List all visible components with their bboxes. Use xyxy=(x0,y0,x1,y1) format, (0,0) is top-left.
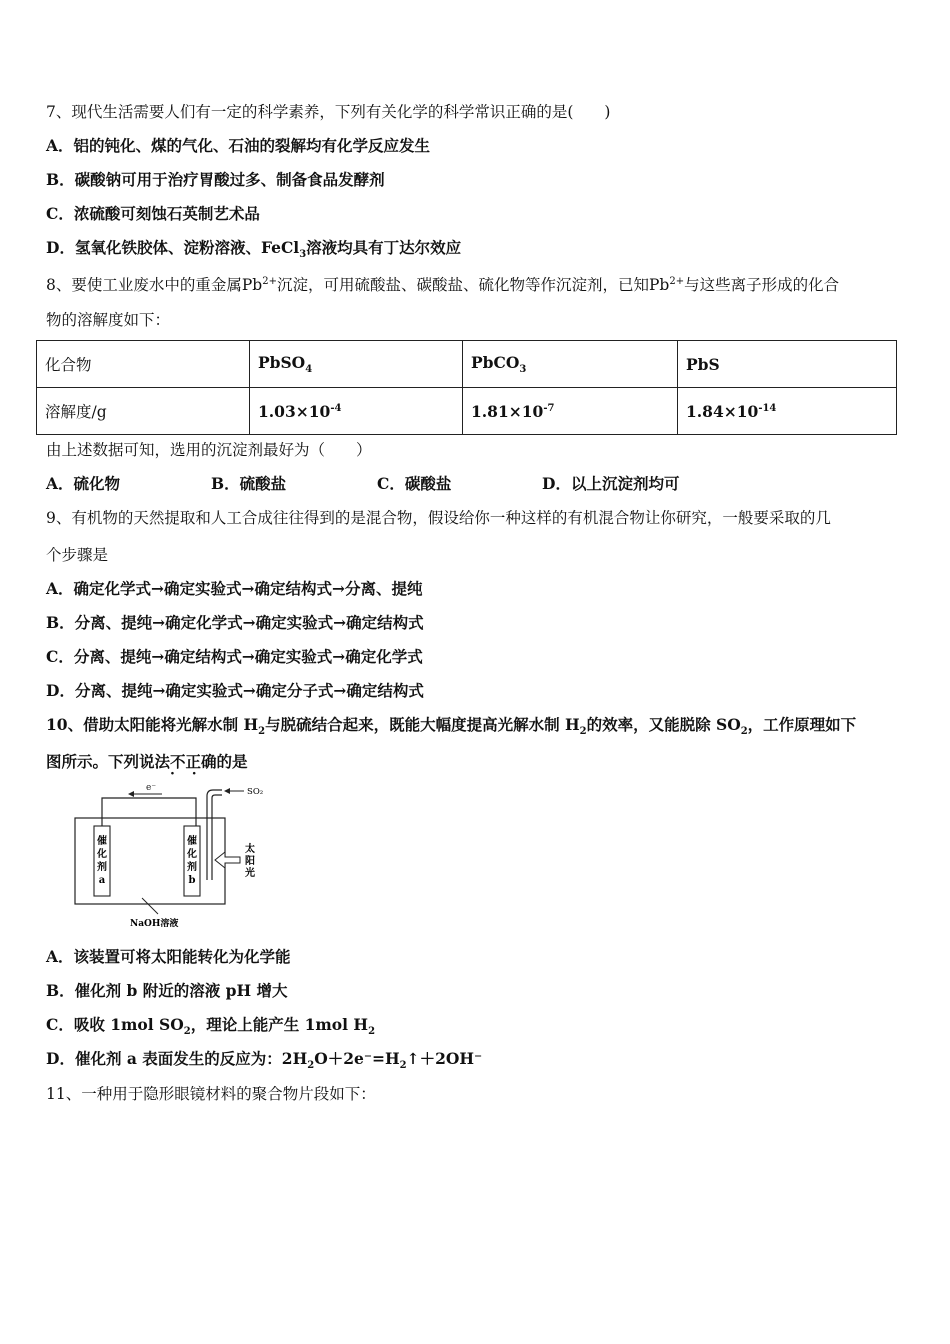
q10-stem-line2: 图所示。下列说法不正确 · ·的是 xyxy=(46,752,248,772)
table-cell: PbSO$_4$ xyxy=(250,341,463,388)
q9-option-c: C．分离、提纯→确定结构式→确定实验式→确定化学式 xyxy=(46,647,423,666)
q8-stem: 8、要使工业废水中的重金属$Pb^{2+}$沉淀，可用硫酸盐、碳酸盐、硫化物等作沉淀剂，已知$Pb^{2+}$与这些离子形成的化合 xyxy=(46,276,840,295)
so2-tube-inner xyxy=(212,795,222,880)
solution-pointer xyxy=(142,898,158,914)
catalyst-b-label-4: b xyxy=(188,875,196,886)
q7-option-a: A．铝的钝化、煤的气化、石油的裂解均有化学反应发生 xyxy=(46,136,431,155)
table-cell: 化合物 xyxy=(37,341,250,388)
table-row xyxy=(37,388,897,435)
table-row xyxy=(37,341,897,388)
external-wire xyxy=(102,798,196,826)
sunlight-label-3: 光 xyxy=(245,868,255,879)
sunlight-label-1: 太 xyxy=(245,844,255,855)
so2-tube xyxy=(207,790,222,880)
electron-label: e⁻ xyxy=(146,783,157,793)
catalyst-a-label-3: 剂 xyxy=(97,862,107,873)
solubility-table xyxy=(36,340,897,435)
catalyst-b-label-1: 催 xyxy=(187,836,197,847)
catalyst-a-label-1: 催 xyxy=(97,836,107,847)
q9-option-a: A．确定化学式→确定实验式→确定结构式→分离、提纯 xyxy=(46,579,423,598)
q10-option-c: C．吸收 1mol $SO_2$，理论上能产生 1mol $H_2$ xyxy=(46,1015,376,1038)
table-cell: 溶解度/g xyxy=(37,388,250,435)
table-cell: PbCO$_3$ xyxy=(463,341,678,388)
q9-option-d: D．分离、提纯→确定实验式→确定分子式→确定结构式 xyxy=(46,681,424,700)
q9-stem: 9、有机物的天然提取和人工合成往往得到的是混合物，假设给你一种这样的有机混合物让你研究，一般要采取的几 xyxy=(46,509,831,527)
q7-option-c: C．浓硫酸可刻蚀石英制艺术品 xyxy=(46,204,260,223)
electrolysis-diagram xyxy=(72,780,272,932)
catalyst-b-label-2: 化 xyxy=(187,849,197,860)
solution-label: NaOH溶液 xyxy=(130,919,179,929)
q9-option-b: B．分离、提纯→确定化学式→确定实验式→确定结构式 xyxy=(46,613,424,632)
q8-option-d: D．以上沉淀剂均可 xyxy=(542,474,680,493)
sunlight-label-2: 阳 xyxy=(245,856,255,867)
q7-option-d: D．氢氧化铁胶体、淀粉溶液、FeCl$_3$溶液均具有丁达尔效应 xyxy=(46,238,462,261)
arrowhead-icon xyxy=(128,791,134,797)
catalyst-a-label-4: a xyxy=(98,875,106,886)
table-cell: $1.84\times 10^{-14}$ xyxy=(678,388,897,435)
table-cell: $1.81\times 10^{-7}$ xyxy=(463,388,678,435)
emphasis-dots: 不正确 · · xyxy=(170,752,217,771)
catalyst-a-label-2: 化 xyxy=(97,849,107,860)
q8-option-c: C．碳酸盐 xyxy=(377,474,452,493)
q8-stem-line2: 物的溶解度如下： xyxy=(46,311,171,329)
q11-stem: 11、一种用于隐形眼镜材料的聚合物片段如下： xyxy=(46,1085,376,1103)
q10-stem: 10、借助太阳能将光解水制 $H_2$与脱硫结合起来，既能大幅度提高光解水制 $H_2$的效率，又能脱除 $SO_2$，工作原理如下 xyxy=(46,715,857,738)
q10-option-d: D．催化剂 a 表面发生的反应为：$2H_2O+2e^-=H_2↑+2OH^-$ xyxy=(46,1049,483,1072)
q7-option-b: B．碳酸钠可用于治疗胃酸过多、制备食品发酵剂 xyxy=(46,170,385,189)
q7-stem: 7、现代生活需要人们有一定的科学素养，下列有关化学的科学常识正确的是( ) xyxy=(46,103,611,121)
q9-stem-line2: 个步骤是 xyxy=(46,546,109,564)
catalyst-b-label-3: 剂 xyxy=(187,862,197,873)
q8-option-b: B．硫酸盐 xyxy=(211,474,287,493)
q10-option-b: B．催化剂 b 附近的溶液 pH 增大 xyxy=(46,981,288,1000)
q10-option-a: A．该装置可将太阳能转化为化学能 xyxy=(46,947,291,966)
so2-label: SO₂ xyxy=(247,787,264,797)
q8-followup: 由上述数据可知，选用的沉淀剂最好为（ ） xyxy=(46,441,372,459)
table-cell: $1.03\times 10^{-4}$ xyxy=(250,388,463,435)
arrowhead-icon xyxy=(224,788,230,794)
table-cell: PbS xyxy=(678,341,897,388)
q8-option-a: A．硫化物 xyxy=(46,474,121,493)
sunlight-arrow-icon xyxy=(215,852,240,868)
